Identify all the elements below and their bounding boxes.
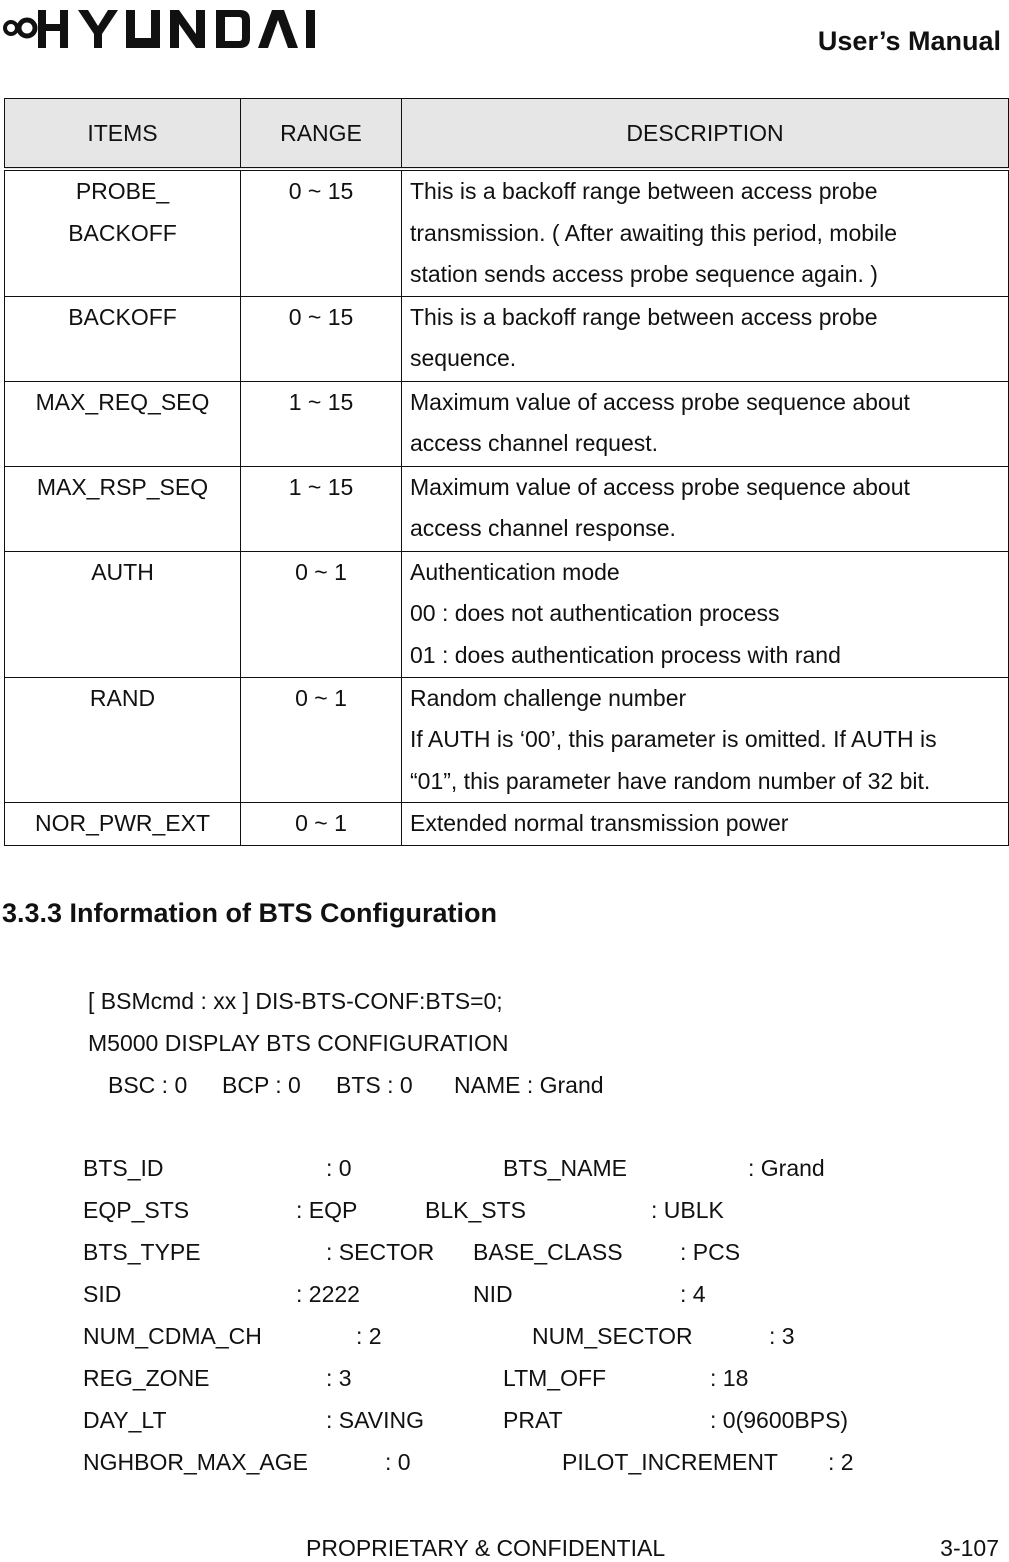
- description-cell: [402, 466, 1009, 551]
- manual-title: User’s Manual: [817, 26, 1001, 56]
- range-cell: 0 ~ 1: [241, 677, 402, 803]
- hyundai-logo: [2, 4, 332, 54]
- config-key: SID: [83, 1281, 122, 1307]
- table-row: [5, 551, 1009, 677]
- config-key: DAY_LT: [83, 1407, 167, 1433]
- table-row: [5, 296, 1009, 381]
- item-cell: BACKOFF: [5, 296, 241, 381]
- config-value: : 4: [680, 1281, 706, 1307]
- config-value: : SAVING: [326, 1407, 424, 1433]
- item-cell: MAX_RSP_SEQ: [5, 466, 241, 551]
- config-value: : Grand: [748, 1155, 825, 1181]
- table-row: [5, 803, 1009, 846]
- config-key: NUM_SECTOR: [532, 1323, 693, 1349]
- description-line: Maximum value of access probe sequence about: [410, 388, 910, 415]
- config-value: : SECTOR: [326, 1239, 435, 1265]
- description-cell: [402, 677, 1009, 803]
- item-cell: [5, 169, 241, 296]
- table-header-row: [5, 99, 1009, 170]
- config-key: BTS_TYPE: [83, 1239, 201, 1265]
- config-value: : 3: [326, 1365, 352, 1391]
- config-key: BTS_NAME: [503, 1155, 627, 1181]
- description-line: station sends access probe sequence again. ): [410, 261, 878, 288]
- section-title: 3.3.3 Information of BTS Configuration: [2, 898, 497, 928]
- config-key: NID: [473, 1281, 513, 1307]
- config-key: NGHBOR_MAX_AGE: [83, 1449, 308, 1475]
- description-cell: [402, 296, 1009, 381]
- header-range: RANGE: [241, 99, 402, 170]
- config-value: : 0: [385, 1449, 411, 1475]
- description-line: 00 : does not authentication process: [410, 600, 780, 627]
- description-cell: [402, 381, 1009, 466]
- description-line: access channel request.: [410, 430, 659, 457]
- config-value: : UBLK: [651, 1197, 724, 1223]
- config-key: BTS_ID: [83, 1155, 164, 1181]
- description-cell: [402, 551, 1009, 677]
- header-description: DESCRIPTION: [402, 99, 1009, 170]
- summary-bcp: BCP : 0: [222, 1072, 301, 1098]
- summary-bsc: BSC : 0: [108, 1072, 188, 1098]
- range-cell: 1 ~ 15: [241, 381, 402, 466]
- config-value: : 0(9600BPS): [710, 1407, 849, 1433]
- summary-name: NAME : Grand: [454, 1072, 604, 1098]
- item-cell: MAX_REQ_SEQ: [5, 381, 241, 466]
- footer-confidential: PROPRIETARY & CONFIDENTIAL: [306, 1535, 666, 1561]
- summary-bts: BTS : 0: [336, 1072, 413, 1098]
- config-value: : 18: [710, 1365, 749, 1391]
- range-cell: 0 ~ 1: [241, 551, 402, 677]
- config-key: PILOT_INCREMENT: [562, 1449, 778, 1475]
- description-line: If AUTH is ‘00’, this parameter is omitted. If AUTH is: [410, 726, 937, 753]
- config-value: : 0: [326, 1155, 352, 1181]
- table-row: [5, 466, 1009, 551]
- range-cell: 1 ~ 15: [241, 466, 402, 551]
- description-cell: [402, 169, 1009, 296]
- config-key: REG_ZONE: [83, 1365, 210, 1391]
- description-line: “01”, this parameter have random number of 32 bit.: [410, 767, 931, 794]
- config-key: BLK_STS: [425, 1197, 526, 1223]
- config-value: : 3: [769, 1323, 795, 1349]
- description-line: access channel response.: [410, 515, 676, 542]
- description-cell: Extended normal transmission power: [402, 803, 1009, 846]
- command-line: [ BSMcmd : xx ] DIS-BTS-CONF:BTS=0;: [88, 988, 503, 1014]
- description-line: Maximum value of access probe sequence about: [410, 473, 910, 500]
- description-line: Random challenge number: [410, 684, 687, 711]
- range-cell: 0 ~ 15: [241, 296, 402, 381]
- config-key: LTM_OFF: [503, 1365, 607, 1391]
- description-line: Authentication mode: [410, 558, 620, 585]
- description-line: sequence.: [410, 345, 517, 372]
- config-value: : 2: [828, 1449, 854, 1475]
- config-value: : PCS: [680, 1239, 741, 1265]
- item-line: PROBE_: [75, 178, 170, 204]
- config-key: NUM_CDMA_CH: [83, 1323, 262, 1349]
- item-cell: NOR_PWR_EXT: [5, 803, 241, 846]
- table-row: [5, 169, 1009, 296]
- range-cell: 0 ~ 1: [241, 803, 402, 846]
- config-value: : 2222: [296, 1281, 360, 1307]
- config-key: BASE_CLASS: [473, 1239, 623, 1265]
- description-line: This is a backoff range between access probe: [410, 303, 878, 330]
- description-line: transmission. ( After awaiting this period, mobile: [410, 219, 898, 246]
- table-row: [5, 677, 1009, 803]
- item-cell: AUTH: [5, 551, 241, 677]
- page-number: 3-107: [940, 1535, 999, 1561]
- parameter-table: [4, 98, 1009, 846]
- display-title: M5000 DISPLAY BTS CONFIGURATION: [88, 1030, 509, 1056]
- config-value: : 2: [356, 1323, 382, 1349]
- config-key: PRAT: [503, 1407, 563, 1433]
- item-line: BACKOFF: [68, 219, 177, 246]
- range-cell: 0 ~ 15: [241, 169, 402, 296]
- table-row: [5, 381, 1009, 466]
- config-key: EQP_STS: [83, 1197, 190, 1223]
- hyundai-logo-mark: [2, 4, 332, 54]
- config-value: : EQP: [296, 1197, 358, 1223]
- description-line: This is a backoff range between access probe: [410, 178, 878, 204]
- description-line: 01 : does authentication process with rand: [410, 641, 841, 668]
- item-cell: RAND: [5, 677, 241, 803]
- header-items: ITEMS: [5, 99, 241, 170]
